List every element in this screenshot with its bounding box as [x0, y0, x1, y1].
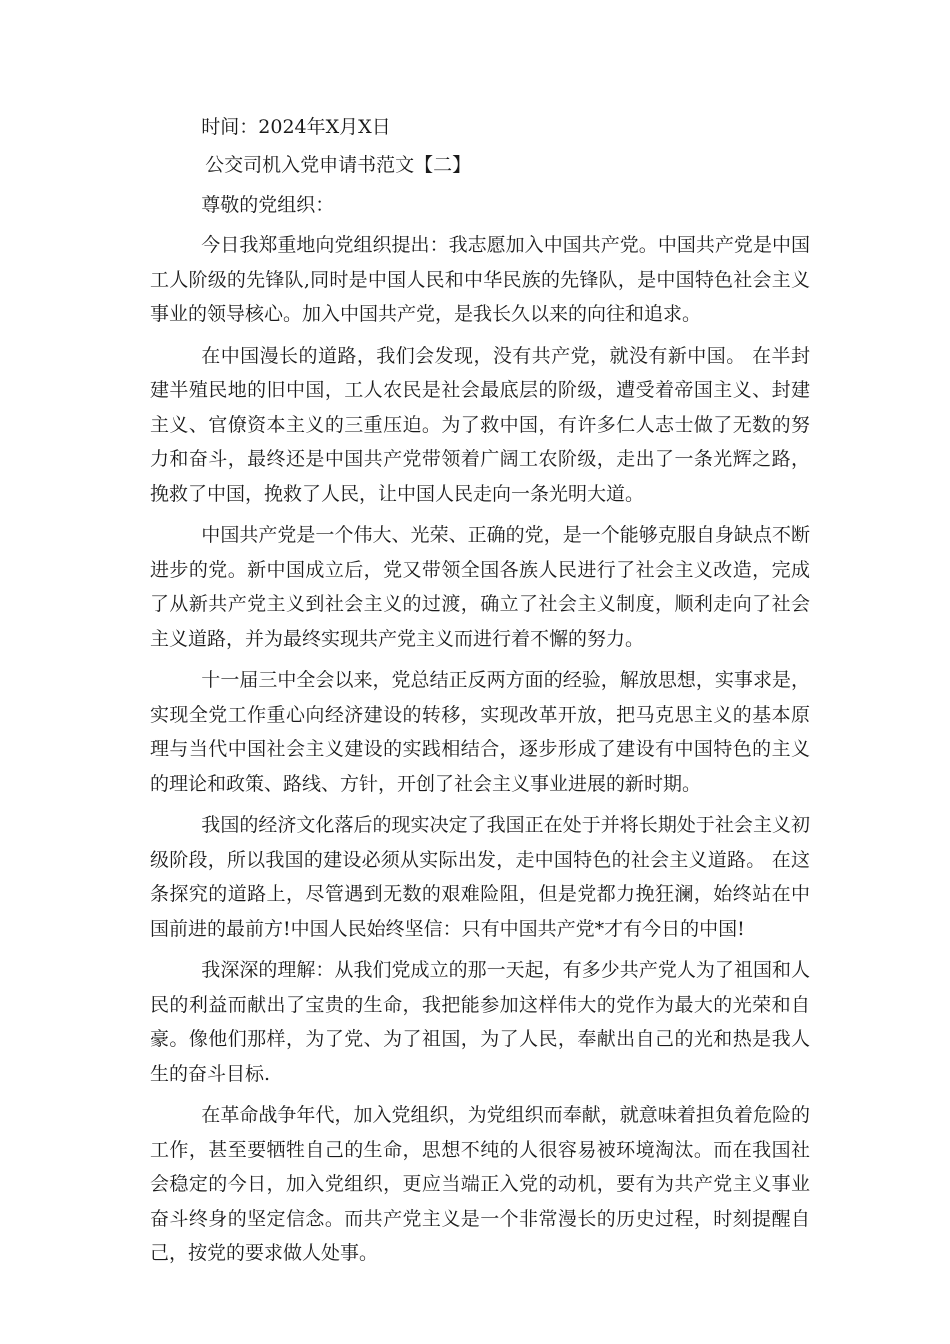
paragraph: 在革命战争年代，加入党组织，为党组织而奉献，就意味着担负着危险的工作，甚至要牺牲自己的生命，思想不纯的人很容易被环境淘汰。而在我国社会稳定的今日，加入党组织，更应当端正入党的动机，要有为共产党主义事业奋斗终身的坚定信念。而共产党主义是一个非常漫长的历史过程，时刻提醒自己，按党的要求做人处事。: [150, 1104, 810, 1264]
paragraph: 十一届三中全会以来，党总结正反两方面的经验，解放思想，实事求是，实现全党工作重心向经济建设的转移，实现改革开放，把马克思主义的基本原理与当代中国社会主义建设的实践相结合，逐步形成了建设有中国特色的主义的理论和政策、路线、方针，开创了社会主义事业进展的新时期。: [150, 669, 810, 795]
date-line: 时间：2024年X月X日: [201, 116, 391, 138]
salutation: 尊敬的党组织：: [201, 194, 335, 216]
paragraph: 今日我郑重地向党组织提出：我志愿加入中国共产党。中国共产党是中国工人阶级的先锋队,同时是中国人民和中华民族的先锋队，是中国特色社会主义事业的领导核心。加入中国共产党，是我长久以来的向往和追求。: [150, 234, 810, 325]
document-body: [150, 110, 810, 1278]
paragraph: 中国共产党是一个伟大、光荣、正确的党，是一个能够克服自身缺点不断进步的党。新中国成立后，党又带领全国各族人民进行了社会主义改造，完成了从新共产党主义到社会主义的过渡，确立了社会主义制度，顺利走向了社会主义道路，并为最终实现共产党主义而进行着不懈的努力。: [150, 524, 810, 650]
document-title: 公交司机入党申请书范文【二】: [205, 154, 472, 176]
paragraph: 在中国漫长的道路，我们会发现，没有共产党，就没有新中国。 在半封建半殖民地的旧中国，工人农民是社会最底层的阶级，遭受着帝国主义、封建主义、官僚资本主义的三重压迫。为了救中国，有许多仁人志士做了无数的努力和奋斗，最终还是中国共产党带领着广阔工农阶级，走出了一条光辉之路，挽救了中国，挽救了人民，让中国人民走向一条光明大道。: [150, 344, 810, 505]
paragraph: 我国的经济文化落后的现实决定了我国正在处于并将长期处于社会主义初级阶段，所以我国的建设必须从实际出发，走中国特色的社会主义道路。 在这条探究的道路上，尽管遇到无数的艰难险阻，但是党都力挽狂澜，始终站在中国前进的最前方!中国人民始终坚信：只有中国共产党*才有今日的中国!: [150, 814, 810, 940]
paragraph: 我深深的理解：从我们党成立的那一天起，有多少共产党人为了祖国和人民的利益而献出了宝贵的生命，我把能参加这样伟大的党作为最大的光荣和自豪。像他们那样，为了党、为了祖国，为了人民，奉献出自己的光和热是我人生的奋斗目标.: [150, 959, 810, 1085]
